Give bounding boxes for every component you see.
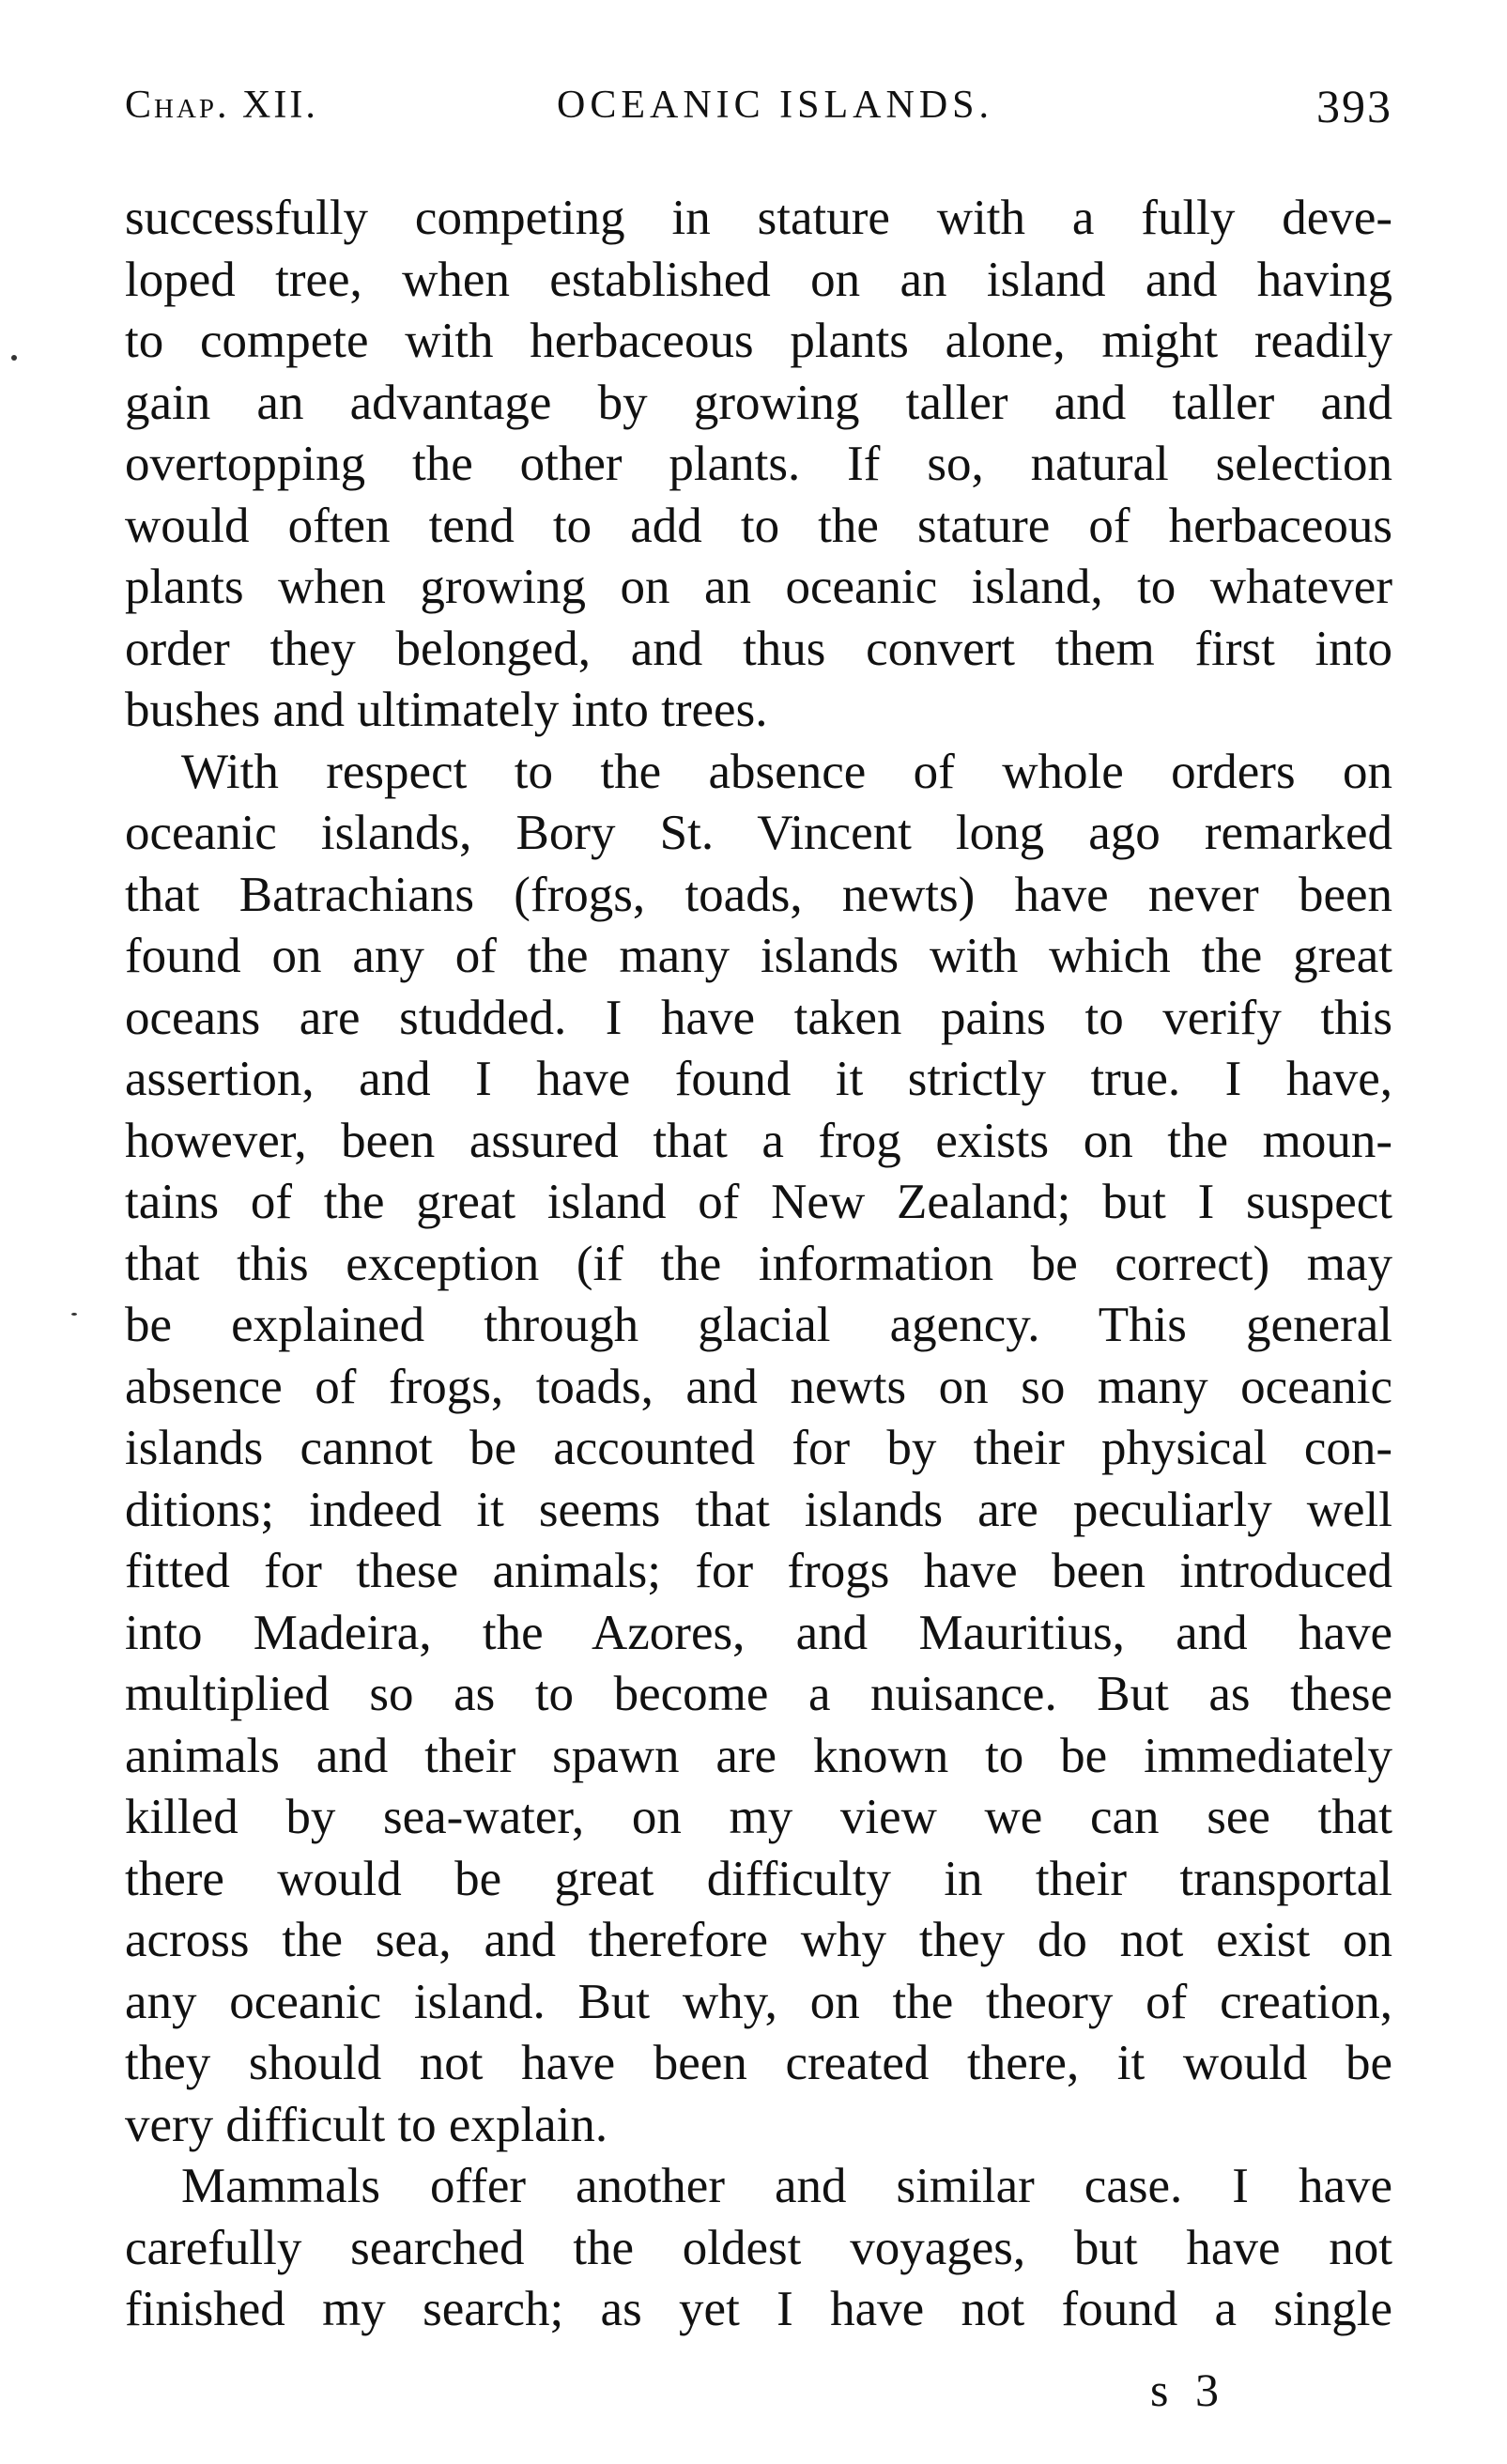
text-line: With respect to the absence of whole orders on [181, 744, 1392, 799]
margin-speck [71, 1313, 77, 1316]
text-line: that this exception (if the information be correct) may [125, 1236, 1392, 1291]
text-line: very difficult to explain. [125, 2097, 608, 2152]
text-line: islands cannot be accounted for by their physical con- [125, 1421, 1392, 1475]
text-line: into Madeira, the Azores, and Mauritius, and have [125, 1605, 1392, 1660]
text-line: to compete with herbaceous plants alone, might readily [125, 314, 1392, 368]
text-line: order they belonged, and thus convert them first into [125, 621, 1392, 676]
text-line: however, been assured that a frog exists on the moun- [125, 1113, 1392, 1168]
text-line: Mammals offer another and similar case. I have [181, 2159, 1392, 2213]
text-line: fitted for these animals; for frogs have been introduced [125, 1544, 1392, 1598]
text-line: any oceanic island. But why, on the theory of creation, [125, 1974, 1392, 2029]
chapter-label: Chap. XII. [125, 84, 318, 127]
page-number: 393 [1316, 80, 1392, 132]
text-line: gain an advantage by growing taller and taller and [125, 375, 1392, 430]
body-text [125, 188, 1392, 2341]
text-line: successfully competing in stature with a fully deve- [125, 191, 1392, 245]
paragraph-1 [125, 188, 1392, 742]
text-line: killed by sea-water, on my view we can see that [125, 1790, 1392, 1844]
text-line: oceans are studded. I have taken pains to verify this [125, 990, 1392, 1045]
text-line: tains of the great island of New Zealand; but I suspect [125, 1175, 1392, 1229]
text-line: across the sea, and therefore why they do not exist on [125, 1913, 1392, 1967]
margin-speck [11, 355, 17, 361]
text-line: assertion, and I have found it strictly true. I have, [125, 1052, 1392, 1106]
section-title: OCEANIC ISLANDS. [557, 84, 994, 127]
text-line: carefully searched the oldest voyages, but have not [125, 2220, 1392, 2275]
text-line: overtopping the other plants. If so, natural selection [125, 437, 1392, 491]
signature-mark: s 3 [1150, 2364, 1226, 2416]
running-head [125, 80, 1392, 139]
text-line: absence of frogs, toads, and newts on so many oceanic [125, 1359, 1392, 1414]
text-line: found on any of the many islands with which the great [125, 929, 1392, 983]
text-line: loped tree, when established on an island and having [125, 252, 1392, 307]
text-line: plants when growing on an oceanic island, to whatever [125, 560, 1392, 614]
text-line: they should not have been created there, it would be [125, 2036, 1392, 2090]
text-line: would often tend to add to the stature of herbaceous [125, 498, 1392, 553]
text-line: ditions; indeed it seems that islands are peculiarly well [125, 1482, 1392, 1537]
text-line: there would be great difficulty in their transportal [125, 1851, 1392, 1906]
text-line: oceanic islands, Bory St. Vincent long ago remarked [125, 806, 1392, 860]
text-line: finished my search; as yet I have not found a single [125, 2282, 1392, 2336]
text-line: be explained through glacial agency. This general [125, 1298, 1392, 1352]
paragraph-3 [125, 2156, 1392, 2341]
text-line: animals and their spawn are known to be immediately [125, 1728, 1392, 1783]
text-line: that Batrachians (frogs, toads, newts) have never been [125, 867, 1392, 922]
paragraph-2 [125, 742, 1392, 2157]
text-line: multiplied so as to become a nuisance. But as these [125, 1667, 1392, 1721]
text-line: bushes and ultimately into trees. [125, 683, 768, 737]
